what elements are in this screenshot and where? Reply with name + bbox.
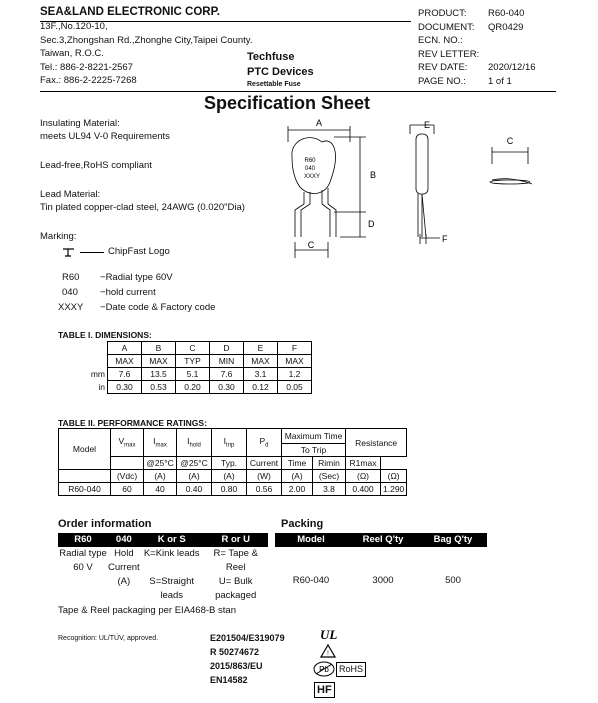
ul-mark-icon (318, 626, 342, 642)
table-row: mm 7.6 13.5 5.1 7.6 3.1 1.2 (85, 368, 312, 381)
marking-code-2: 040 (62, 287, 78, 298)
insulating-label: Insulating Material: (40, 118, 120, 129)
recognition-numbers: E201504/E319079 R 50274672 2015/863/EU EN14582 (210, 633, 285, 685)
table-row: in 0.30 0.53 0.20 0.30 0.12 0.05 (85, 381, 312, 394)
tuv-triangle-icon (320, 644, 336, 658)
company-name: SEA&LAND ELECTRONIC CORP. (40, 6, 220, 18)
marking-desc-2: −hold current (100, 287, 156, 298)
chipfast-logo-icon (62, 246, 76, 260)
order-title: Order information (58, 518, 152, 530)
marking-code-3: XXXY (58, 302, 84, 313)
svg-text:Pb: Pb (319, 665, 329, 674)
svg-text:R60: R60 (304, 158, 316, 164)
tape-note: Tape & Reel packaging per EIA468-B stan (58, 605, 236, 616)
packing-table: Model Reel Q'ty Bag Q'ty R60-040 3000 500 (275, 533, 487, 603)
logo-leader-line (80, 252, 104, 253)
brand-name: Techfuse (247, 51, 295, 63)
table1-title: TABLE I. DIMENSIONS: (58, 330, 152, 340)
svg-text:UL: UL (320, 627, 338, 642)
doc-row-rev-date: REV DATE: 2020/12/16 (418, 62, 536, 74)
component-drawing (270, 112, 570, 262)
doc-info (418, 7, 558, 89)
pb-free-icon (313, 661, 335, 677)
doc-row-ecn: ECN. NO.: (418, 35, 463, 47)
address-line-3: Taiwan, R.O.C. (40, 48, 104, 60)
header-rule (40, 21, 411, 22)
performance-table: Model $V_{max}$ $I_{max}$ $I_{hold}$ $I_{trip}$ $P_d$ Maximum Time Resistance To Trip @25°C @25°C Typ. Current Time Rimin R1max (Vdc) (A) (A) (A) (W) (A) (Sec) (Ω) (Ω) R60-040 60 40 0.40 0.80 0.56 2.00 3.8 0.400 1.290 (58, 428, 407, 496)
fax: Fax.: 886-2-2225-7268 (40, 75, 137, 87)
svg-text:C: C (307, 240, 315, 250)
brand-product-line: PTC Devices (247, 66, 314, 78)
packing-title: Packing (281, 518, 324, 530)
svg-text:C: C (506, 136, 514, 146)
svg-text:A: A (315, 118, 323, 128)
lead-label: Lead Material: (40, 189, 101, 200)
specs-block (40, 117, 290, 243)
marking-desc-3: −Date code & Factory code (100, 302, 216, 313)
svg-text:B: B (370, 170, 377, 180)
page-title: Specification Sheet (204, 93, 371, 113)
marking-desc-1: −Radial type 60V (100, 272, 173, 283)
table-row: R60-040 60 40 0.40 0.80 0.56 2.00 3.8 0.400 1.290 (59, 483, 407, 496)
doc-row-rev-letter: REV LETTER: (418, 48, 480, 60)
address-line-2: Sec.3,Zhongshan Rd.,Zhonghe City,Taipei County. (40, 34, 253, 46)
lead-free-text: Lead-free,RoHS compliant (40, 160, 152, 171)
brand-block (247, 50, 314, 90)
svg-text:!: ! (327, 651, 329, 657)
tel: Tel.: 886-2-8221-2567 (40, 61, 133, 73)
svg-text:E: E (424, 120, 431, 130)
doc-row-product: PRODUCT: R60-040 (418, 8, 525, 19)
chipfast-logo-label: ChipFast Logo (108, 246, 170, 257)
doc-row-document: DOCUMENT: QR0429 (418, 21, 524, 33)
brand-tagline: Resettable Fuse (247, 81, 301, 88)
recognition-label: Recognition: UL/TÜV, approved. (58, 635, 159, 642)
order-table: R60 040 K or S R or U Radial type 60 V Hold Current (A) K=Kink leads S=Straight leads R= Tape & Reel U= Bulk packaged (58, 533, 268, 603)
svg-text:XXXY: XXXY (303, 174, 321, 180)
svg-text:F: F (442, 234, 448, 244)
marking-code-1: R60 (62, 272, 80, 283)
doc-row-page: PAGE NO.: 1 of 1 (418, 75, 512, 87)
marking-label: Marking: (40, 231, 77, 242)
table2-title: TABLE II. PERFORMANCE RATINGS: (58, 418, 207, 428)
lead-value: Tin plated copper-clad steel, 24AWG (0.020"Dia) (40, 202, 245, 213)
hf-badge: HF (314, 682, 335, 698)
svg-text:040: 040 (304, 166, 316, 172)
insulating-value: meets UL94 V-0 Requirements (40, 131, 170, 142)
dimensions-table: A B C D E F MAX MAX TYP MIN MAX MAX mm 7.6 13.5 5.1 7.6 3.1 1.2 in 0.30 0.53 0.20 0.30 0.12 0.05 (85, 341, 312, 394)
svg-text:D: D (368, 219, 375, 229)
rohs-badge: RoHS (336, 662, 366, 677)
address-line-1: 13F.,No.120-10, (40, 21, 108, 32)
